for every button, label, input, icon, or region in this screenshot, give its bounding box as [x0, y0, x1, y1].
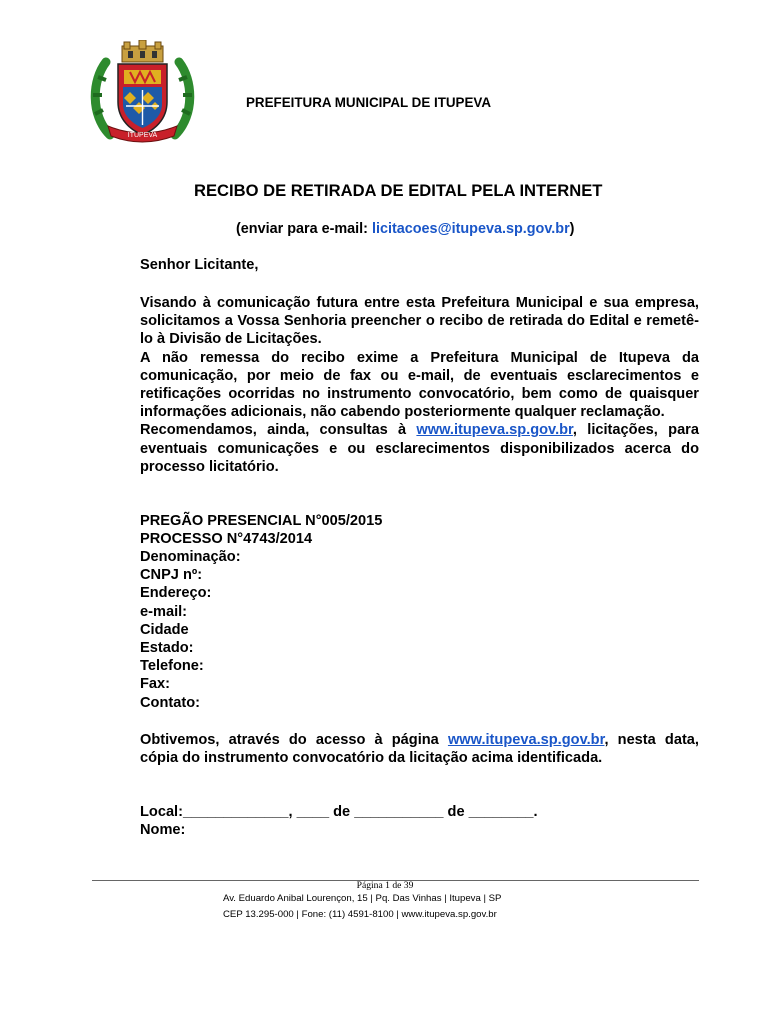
paragraph-4: [140, 731, 699, 767]
paragraph-3-start: Recomendamos, ainda, consultas à: [140, 422, 417, 439]
field-fax: Fax:: [140, 676, 171, 693]
field-cidade: Cidade: [140, 621, 189, 638]
pregao-number: PREGÃO PRESENCIAL N°005/2015: [140, 513, 383, 529]
coat-of-arms-logo: [90, 40, 195, 145]
field-cnpj: CNPJ nº:: [140, 567, 203, 584]
nome-line: Nome:: [140, 822, 186, 838]
field-email: e-mail:: [140, 603, 188, 620]
paragraph-1: Visando à comunicação futura entre esta Prefeitura Municipal e sua empresa, solicitamos a Vossa Senhoria preencher o recibo de retirada do Edital e remetê-lo à Divisão de Licitações.: [140, 295, 699, 348]
website-link-2[interactable]: www.itupeva.sp.gov.br: [447, 732, 605, 748]
document-title: RECIBO DE RETIRADA DE EDITAL PELA INTERNET: [194, 181, 603, 200]
email-suffix: ): [569, 221, 575, 237]
local-date-line: Local:_____________, ____ de ___________ de ________.: [140, 804, 538, 820]
email-link[interactable]: licitacoes@itupeva.sp.gov.br: [371, 221, 570, 237]
seal-ribbon-text: ITUPEVA: [127, 132, 158, 139]
header-title: PREFEITURA MUNICIPAL DE ITUPEVA: [246, 95, 492, 110]
salutation: Senhor Licitante,: [140, 257, 259, 273]
form-fields: [140, 548, 241, 712]
footer-address: Av. Eduardo Anibal Lourençon, 15 | Pq. Das Vinhas | Itupeva | SP: [223, 893, 502, 904]
field-telefone: Telefone:: [140, 658, 204, 675]
footer-page-number: Página 1 de 39: [356, 880, 414, 891]
paragraph-2: A não remessa do recibo exime a Prefeitura Municipal de Itupeva da comunicação, por meio de fax ou e-mail, de eventuais esclarecimentos e retificações ocorridas no instrumento convocatório, bem como de quaisquer informações adicionais, não cabendo posteriormente qualquer reclamação.: [140, 349, 699, 421]
paragraph-4-end: , nesta data, cópia do instrumento convocatório da licitação acima identificada.: [140, 732, 699, 767]
field-contato: Contato:: [140, 694, 200, 711]
field-denominacao: Denominação:: [140, 549, 241, 565]
footer-contact: CEP 13.295-000 | Fone: (11) 4591-8100 | www.itupeva.sp.gov.br: [223, 909, 497, 920]
field-endereco: Endereço:: [140, 585, 212, 602]
website-link[interactable]: www.itupeva.sp.gov.br: [416, 422, 573, 439]
processo-number: PROCESSO N°4743/2014: [140, 531, 313, 547]
paragraph-intro: [140, 294, 699, 476]
field-estado: Estado:: [140, 640, 194, 657]
paragraph-3-end: , licitações, para eventuais comunicações e ou esclarecimentos disponibilizados acerca do processo licitatório.: [140, 422, 699, 475]
email-prefix: (enviar para e-mail:: [236, 221, 372, 237]
paragraph-3: [140, 421, 699, 476]
email-instruction: [236, 221, 574, 237]
paragraph-4-start: Obtivemos, através do acesso à página: [140, 732, 448, 748]
